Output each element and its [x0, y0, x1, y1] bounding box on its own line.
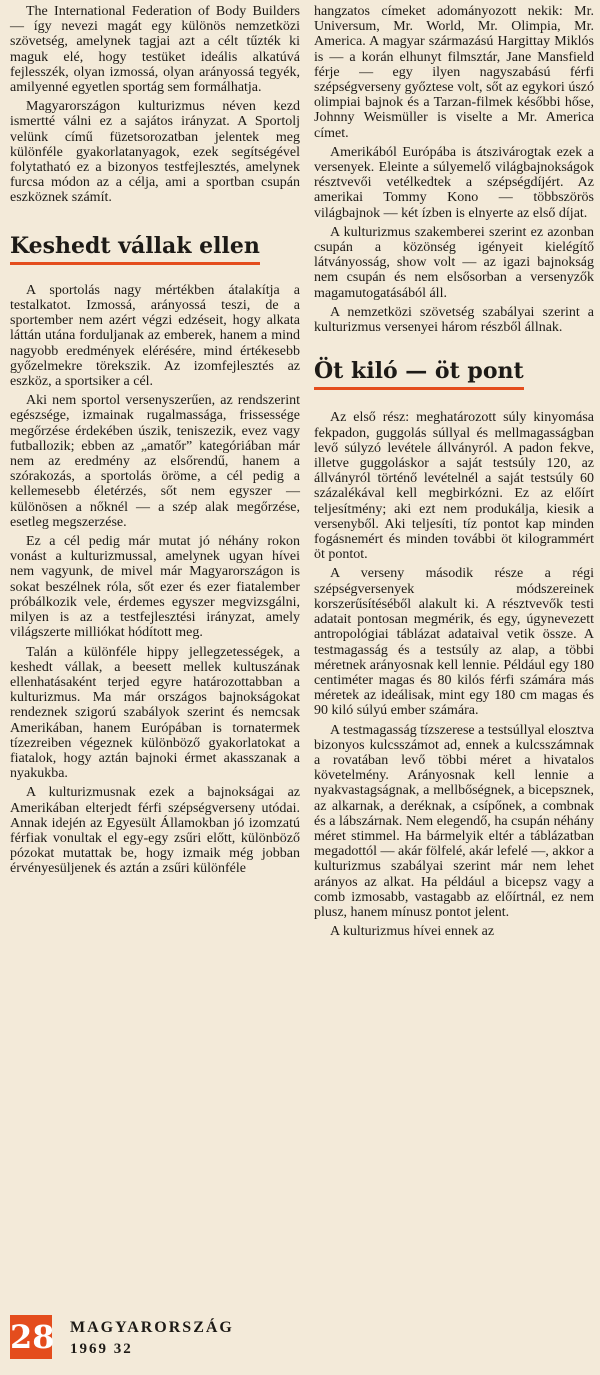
right-paragraph-4: A kulturizmus hívei ennek az	[330, 924, 495, 940]
page-footer	[10, 1315, 300, 1365]
right-top-paragraph-1: hangzatos címeket adományozott nekik: Mr. Universum, Mr. World, Mr. Olimpia, Mr. America. A magyar származású Hargittay Miklós is — a korán elhunyt filmsztár, Jane Mansfield férje — egy ilyen nagyszabású férfi szépségverseny győztese volt, sőt az egykori úszó olimpiai bajnok és a Tarzan-filmek későbbi hőse, Johnny Weismüller is viselte a Mr. America címet.	[314, 4, 594, 141]
left-paragraph-1: A sportolás nagy mértékben átalakítja a testalkatot. Izmossá, arányossá teszi, de a sportember nem azért végzi edzéseit, hogy alkata láttán utána forduljanak az emberek, hanem a mind nagyobb eredmények elérésére, mind értékesebb győzelmekre törekszik. Az izomfejlesztés az eszköz, a sportsiker a cél.	[10, 282, 300, 390]
left-paragraph-5: A kulturizmusnak ezek a bajnokságai az Amerikában elterjedt férfi szépségverseny utódai. Annak idején az Egyesült Államokban jó izomzatú férfiak vonultak el egy-egy zsűri előtt, különböző pózokat mutattak be, hogy izmaik még jobban érvényesüljenek és aztán a zsűri különféle	[10, 785, 300, 877]
right-top-paragraph-4: A nemzetközi szövetség szabályai szerint a kulturizmus versenyei három részből állnak.	[314, 304, 594, 336]
magazine-title: MAGYARORSZÁG	[70, 1319, 234, 1336]
left-paragraph-3: Ez a cél pedig már mutat jó néhány rokon vonást a kulturizmussal, amelynek ugyan hívei nem vagyunk, de mivel már Magyarországon is sokat beszélnek róla, sőt ezer és ezer fiatalember próbálkozik vele, érdemes egyszer megvizsgálni, milyen is az a testfejlesztési irányzat, amely világszerte milliókat hódított meg.	[10, 534, 300, 641]
issue-label: 1969 32	[70, 1341, 133, 1357]
right-paragraph-1: Az első rész: meghatározott súly kinyomása fekpadon, guggolás súllyal és mellmagasságban levő súlyzó levétele állványról. A padon fekve, illetve guggoláskor a saját testsúly 120, az állványról történő levételnél a saját testsúly 60 százalékával kell megbirkózni. Ez az előírt teljesítmény; aki ezt nem produkálja, kiesik a versenyből. Aki teljesíti, tíz pontot kap minden fogásnemért és minden további öt kilogrammért öt pontot.	[314, 410, 594, 563]
left-column	[10, 4, 300, 881]
right-heading: Öt kiló — öt pont	[314, 359, 524, 390]
right-top-paragraph-3: A kulturizmus szakemberei szerint ez azonban csupán a közönség igényeit kielégítő látványosság, show volt — az igazi bajnokság nem csupán és nem elsősorban a versenyzők magamutogatásából áll.	[314, 224, 594, 301]
left-paragraph-4: Talán a különféle hippy jellegzetességek, a keshedt vállak, a beesett mellek kultuszának ellenhatásaként terjed egyre határozottabban a kulturizmus. Ma már országos bajnokságokat rendeznek szigorú szabályok szerint és nemcsak Amerikában, hanem Európában is tornatermek tízezreiben végeznek különböző gyakorlatokat a fiatalok, hogy aztán bajnoki érmet akasszanak a nyakukba.	[10, 644, 300, 782]
right-top-paragraph-2: Amerikából Európába is átszivárogtak ezek a versenyek. Eleinte a súlyemelő világbajnokságok résztvevői vetélkedtek a szépségdíjért. Az amerikai Tommy Kono — többszörös világbajnok — két ízben is elnyerte az első díjat.	[314, 144, 594, 221]
intro-paragraph-2: Magyarországon kulturizmus néven kezd ismertté válni ez a sajátos irányzat. A Sportolj velünk című füzetsorozatban jelentek meg különféle gyakorlatanyagok, ezek segítségével folytatható ez a bizonyos testfejlesztés, amelynek furcsa módon az a célja, ami a sportban csupán eszköznek számít.	[10, 99, 300, 206]
right-paragraph-2: A verseny második része a régi szépségversenyek módszereinek korszerűsítéséből alakult ki. A résztvevők testi adatait pontosan megmérik, és egy, úgynevezett antropológiai táblázat adataival vetik össze. A testmagasság és a testsúly az alap, a többi méretnek arányosnak kell lennie. Például egy 180 centiméter magas és 80 kilós férfi számára más méretek az ideálisak, mint egy 180 cm magas és 90 kiló súlyú ember számára.	[314, 566, 594, 719]
page-number: 28	[10, 1315, 52, 1359]
intro-paragraph-1: The International Federation of Body Builders — így nevezi magát egy különös nemzetközi szövetség, amelynek tagjai azt a célt tűzték ki maguk elé, hogy testüket ideális alkatúvá fejlesszék, olyan izmossá, olyan arányossá tegyék, amilyenné egyetlen sportág sem formálhatja.	[10, 4, 300, 96]
left-paragraph-2: Aki nem sportol versenyszerűen, az rendszerint egészsége, izmainak rugalmassága, frissessége megőrzése érdekében úszik, teniszezik, evez vagy futballozik; ebben az „amatőr” kategóriában már nem az eredmény az elsőrendű, hanem a szórakozás, a sportolás öröme, a cél pedig a kellemesebb életérzés, sőt nem egyszer — különösen a nőknél — a szép alak megőrzése, esetleg megszerzése.	[10, 393, 300, 530]
right-column	[314, 4, 594, 943]
right-paragraph-3: A testmagasság tízszerese a testsúllyal elosztva bizonyos kulcsszámot ad, ennek a kulcsszámnak a rovatában levő többi méret a hivatalos követelmény. Arányosnak kell lennie a nyakvastagságnak, a mellbőségnek, a bicepsznek, az alkarnak, a deréknak, a csípőnek, a combnak és a lábszárnak. Nem elegendő, ha csupán néhány méret stimmel. Ha bármelyik eltér a táblázatban megadottól — akár fölfelé, akár lefelé —, akkor a kulturizmus szabályai szerint már nem lehet arányos az alkat. Ha például a bicepsz vagy a comb izmosabb, vastagabb az előírtnál, ez nem plusz, hanem mínusz pontot jelent.	[314, 722, 594, 920]
left-heading: Keshedt vállak ellen	[10, 234, 260, 265]
